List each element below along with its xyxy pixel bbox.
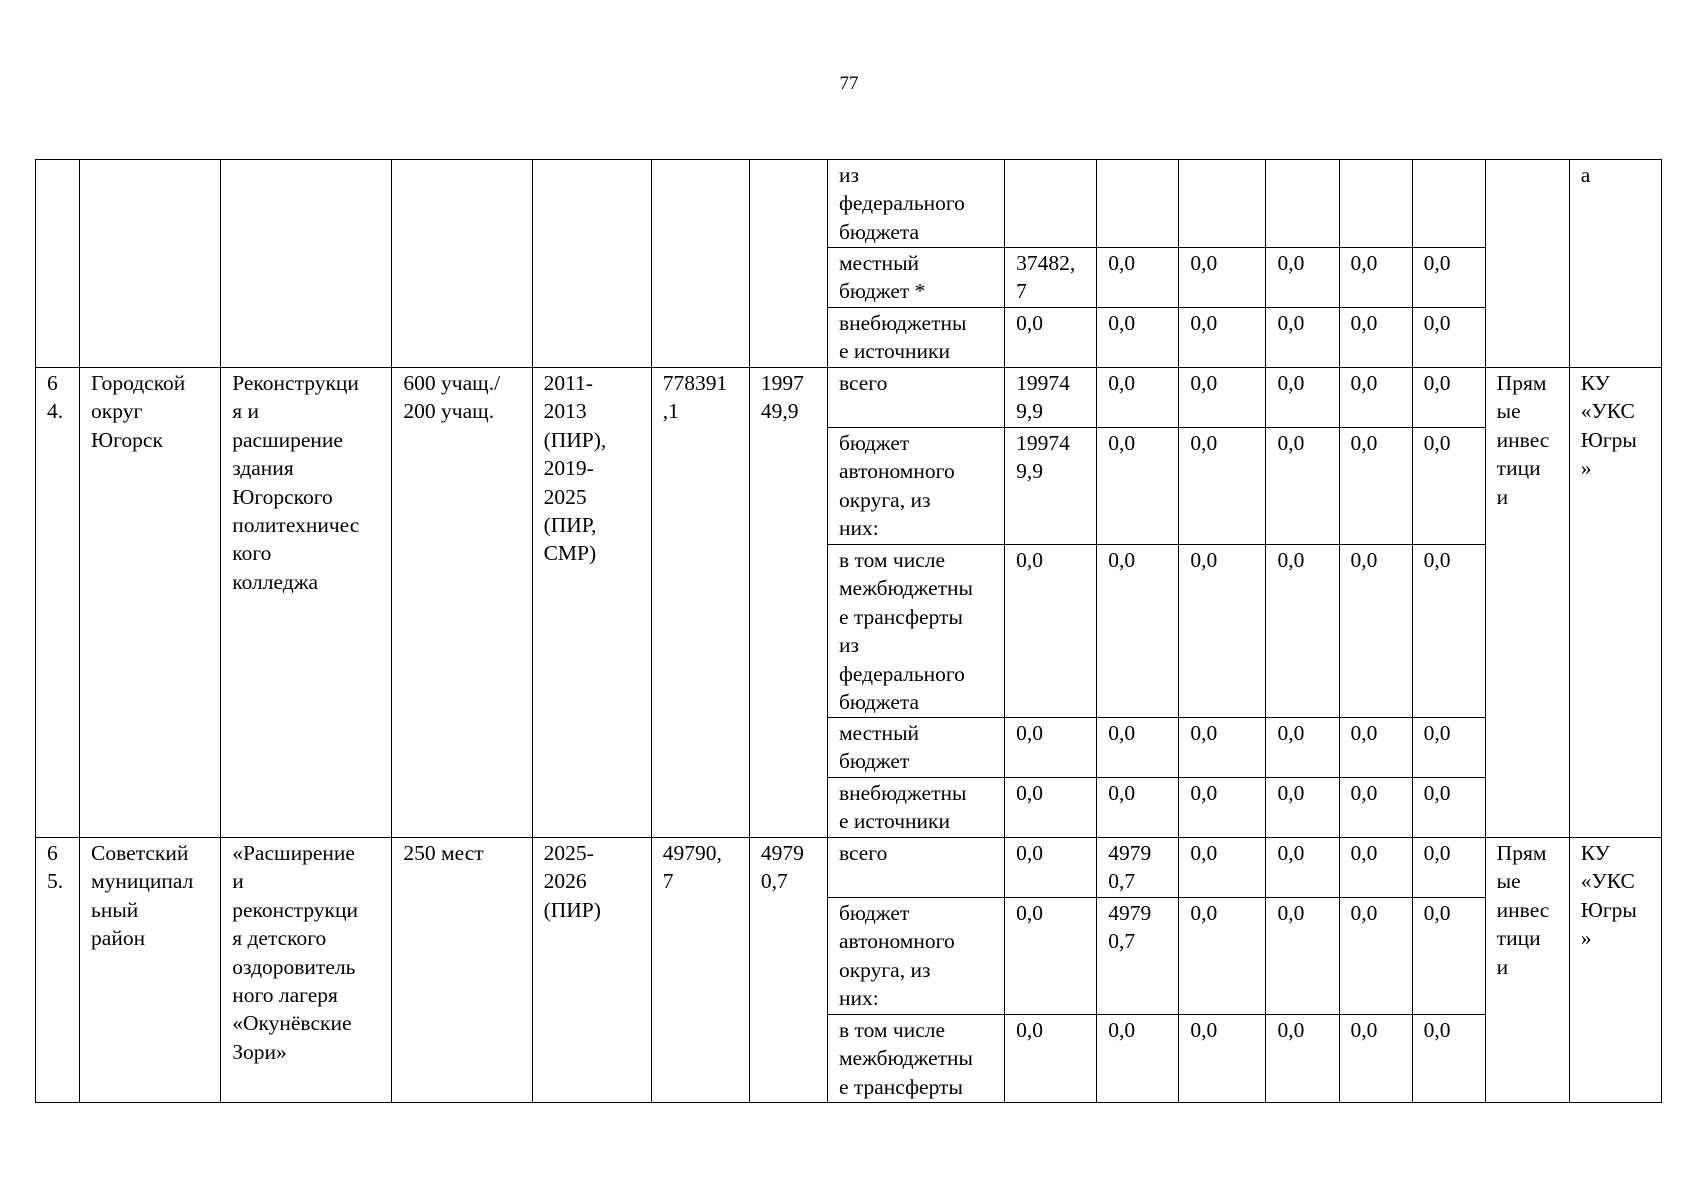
total-cost-cell: [651, 838, 749, 1103]
cell-line: 6: [47, 841, 58, 865]
total-cost-cell: [651, 368, 749, 838]
cell-line: Прям: [1496, 841, 1547, 865]
cell-line: 0,0: [1423, 781, 1451, 805]
cell-line: местный: [838, 251, 920, 275]
value-cell: [1005, 248, 1097, 308]
cell-line: 0,0: [1350, 371, 1378, 395]
cell-line: 0,0: [1190, 548, 1218, 572]
cell-line: федерального: [838, 191, 965, 216]
value-cell: [1339, 898, 1412, 1015]
value-cell: [1339, 545, 1412, 718]
cont-num: [36, 160, 80, 368]
cell-line: ьный: [91, 897, 139, 922]
cell-line: 4979: [760, 841, 804, 865]
value-cell: [1412, 545, 1485, 718]
cell-line: 2011-: [543, 371, 593, 395]
cell-line: 0,0: [1277, 548, 1305, 572]
cell-line: расширение: [232, 427, 343, 452]
value-cell: [1266, 778, 1339, 838]
cell-line: 2013: [543, 399, 587, 424]
cell-line: я и: [232, 399, 259, 424]
cell-line: 0,0: [1277, 311, 1305, 335]
cell-line: 5.: [47, 869, 64, 894]
cell-line: 0,0: [1423, 841, 1451, 865]
cell-line: 0,7: [760, 869, 788, 894]
value-cell: [1266, 545, 1339, 718]
cell-line: ые: [1496, 399, 1521, 424]
cell-line: тици: [1496, 456, 1541, 481]
cell-line: 7: [1016, 279, 1027, 304]
cell-line: 0,0: [1190, 781, 1218, 805]
value-cell: [1097, 838, 1179, 898]
cell-line: и: [1496, 954, 1509, 979]
cell-line: инвес: [1496, 897, 1550, 922]
cell-line: Югры: [1580, 897, 1637, 922]
cell-line: муниципал: [91, 869, 194, 894]
capacity-cell: [392, 368, 532, 838]
cont-mechanism: [1485, 160, 1569, 368]
value-cell: [1005, 778, 1097, 838]
capacity-cell: [392, 838, 532, 1103]
cell-line: 0,0: [1423, 901, 1451, 925]
recipient-cell: [1569, 368, 1661, 838]
value-cell: [1097, 718, 1179, 778]
value-cell: [1179, 1015, 1266, 1103]
cell-line: 0,0: [1108, 311, 1136, 335]
cell-line: Югорск: [91, 427, 163, 452]
cell-line: 0,0: [1423, 251, 1451, 275]
cell-line: 4979: [1108, 901, 1152, 925]
cell-line: в том числе: [838, 548, 946, 572]
remaining-cost-cell: [749, 368, 827, 838]
value-cell: [1339, 368, 1412, 428]
cell-line: Реконструкци: [232, 371, 359, 395]
cell-line: 0,0: [1108, 251, 1136, 275]
cell-line: 9,9: [1016, 459, 1044, 484]
table-row: [36, 368, 1662, 428]
cell-line: 0,0: [1277, 781, 1305, 805]
cell-line: 0,7: [1108, 869, 1136, 894]
cell-line: 0,0: [1277, 251, 1305, 275]
mechanism-cell: [1485, 838, 1569, 1103]
funding-source-cell: [827, 248, 1004, 308]
cell-line: «УКС: [1580, 399, 1635, 424]
cell-line: 250 мест: [403, 841, 484, 865]
value-cell: [1339, 308, 1412, 368]
value-cell: [1412, 160, 1485, 248]
funding-source-cell: [827, 718, 1004, 778]
table-row: [36, 160, 1662, 248]
cont-remaining: [749, 160, 827, 368]
value-cell: [1339, 778, 1412, 838]
funding-source-cell: [827, 1015, 1004, 1103]
cell-line: 0,0: [1190, 721, 1218, 745]
value-cell: [1266, 308, 1339, 368]
funding-source-cell: [827, 428, 1004, 545]
cell-line: внебюджетны: [838, 781, 967, 805]
period-cell: [532, 838, 651, 1103]
funding-source-cell: [827, 898, 1004, 1015]
cell-line: бюджет: [838, 901, 910, 925]
cell-line: 2026: [543, 869, 587, 894]
cell-line: 19974: [1016, 371, 1070, 395]
cell-line: 778391: [662, 371, 728, 395]
municipality-cell: [80, 368, 221, 838]
value-cell: [1097, 1015, 1179, 1103]
value-cell: [1179, 308, 1266, 368]
project-name-cell: [221, 838, 392, 1103]
cell-line: Советский: [91, 841, 189, 865]
value-cell: [1412, 838, 1485, 898]
cell-line: 4.: [47, 399, 64, 424]
cell-line: »: [1580, 926, 1592, 951]
cell-line: Прям: [1496, 371, 1547, 395]
cell-line: 0,0: [1108, 431, 1136, 455]
funding-source-cell: [827, 160, 1004, 248]
cell-line: из: [838, 633, 859, 658]
cell-line: е трансферты: [838, 604, 963, 629]
cell-line: 0,0: [1108, 721, 1136, 745]
cell-line: всего: [838, 841, 888, 865]
cell-line: е источники: [838, 339, 950, 364]
cell-line: 0,0: [1016, 1018, 1044, 1042]
cell-line: Югорского: [232, 484, 333, 509]
cell-line: из: [838, 163, 859, 187]
cell-line: 0,0: [1277, 901, 1305, 925]
mechanism-cell: [1485, 368, 1569, 838]
value-cell: [1179, 545, 1266, 718]
table-row: [36, 838, 1662, 898]
investment-table: [35, 159, 1662, 1103]
cell-line: (ПИР,: [543, 513, 597, 538]
value-cell: [1005, 718, 1097, 778]
cell-line: бюджета: [838, 219, 920, 244]
cont-municipality: [80, 160, 221, 368]
cell-line: автономного: [838, 929, 955, 954]
cell-line: в том числе: [838, 1018, 946, 1042]
value-cell: [1266, 1015, 1339, 1103]
funding-source-cell: [827, 368, 1004, 428]
cell-line: межбюджетны: [838, 1046, 973, 1071]
value-cell: [1412, 778, 1485, 838]
table-body: [36, 160, 1662, 1103]
cell-line: 0,0: [1277, 841, 1305, 865]
cell-line: 0,0: [1350, 781, 1378, 805]
value-cell: [1097, 248, 1179, 308]
recipient-cell: [1569, 838, 1661, 1103]
value-cell: [1339, 428, 1412, 545]
value-cell: [1412, 368, 1485, 428]
cell-line: 0,0: [1277, 431, 1305, 455]
cell-line: 0,0: [1350, 841, 1378, 865]
value-cell: [1179, 248, 1266, 308]
cont-capacity: [392, 160, 532, 368]
cell-line: «Окунёвские: [232, 1011, 352, 1036]
value-cell: [1266, 428, 1339, 545]
value-cell: [1179, 428, 1266, 545]
cell-line: ,1: [662, 399, 679, 424]
cell-line: оздоровитель: [232, 954, 356, 979]
funding-source-cell: [827, 838, 1004, 898]
cell-line: них:: [838, 516, 879, 541]
cell-line: 0,0: [1277, 371, 1305, 395]
cell-line: 9,9: [1016, 399, 1044, 424]
cell-line: 0,0: [1016, 311, 1044, 335]
value-cell: [1412, 898, 1485, 1015]
page-number: 77: [839, 73, 859, 94]
cell-line: 0,0: [1350, 311, 1378, 335]
cell-line: округ: [91, 399, 143, 424]
cell-line: бюджет *: [838, 279, 926, 304]
cell-line: бюджет: [838, 431, 910, 455]
value-cell: [1179, 778, 1266, 838]
cell-line: федерального: [838, 661, 965, 686]
cell-line: них:: [838, 986, 879, 1011]
value-cell: [1097, 308, 1179, 368]
cell-line: 0,0: [1108, 1018, 1136, 1042]
cell-line: я детского: [232, 926, 327, 951]
cell-line: бюджета: [838, 690, 920, 715]
cell-line: колледжа: [232, 569, 319, 594]
value-cell: [1412, 248, 1485, 308]
cell-line: 600 учащ./: [403, 371, 501, 395]
cell-line: ного лагеря: [232, 983, 338, 1008]
value-cell: [1339, 248, 1412, 308]
municipality-cell: [80, 838, 221, 1103]
cell-line: тици: [1496, 926, 1541, 951]
value-cell: [1097, 545, 1179, 718]
cell-line: и: [1496, 484, 1509, 509]
cell-line: 0,0: [1423, 548, 1451, 572]
value-cell: [1179, 368, 1266, 428]
cont-recipient: [1569, 160, 1661, 368]
value-cell: [1005, 368, 1097, 428]
cell-line: 200 учащ.: [403, 399, 495, 424]
cell-line: 2019-: [543, 456, 594, 481]
cell-line: реконструкци: [232, 897, 358, 922]
value-cell: [1339, 1015, 1412, 1103]
value-cell: [1266, 160, 1339, 248]
value-cell: [1097, 898, 1179, 1015]
cell-line: и: [232, 869, 244, 894]
cell-line: 0,0: [1190, 431, 1218, 455]
cell-line: 19974: [1016, 431, 1070, 455]
cont-period: [532, 160, 651, 368]
cell-line: внебюджетны: [838, 311, 967, 335]
cell-line: а: [1580, 163, 1591, 187]
cell-line: 0,0: [1016, 721, 1044, 745]
cell-line: 37482,: [1016, 251, 1076, 275]
cell-line: 0,0: [1350, 901, 1378, 925]
value-cell: [1339, 718, 1412, 778]
cell-line: Зори»: [232, 1039, 287, 1064]
cell-line: 0,0: [1277, 1018, 1305, 1042]
value-cell: [1097, 368, 1179, 428]
cell-line: 0,7: [1108, 929, 1136, 954]
cell-line: кого: [232, 541, 272, 566]
value-cell: [1179, 718, 1266, 778]
cont-name: [221, 160, 392, 368]
cell-line: 2025: [543, 484, 587, 509]
cell-line: е трансферты: [838, 1074, 963, 1099]
value-cell: [1005, 545, 1097, 718]
cell-line: 0,0: [1350, 251, 1378, 275]
value-cell: [1179, 160, 1266, 248]
cell-line: автономного: [838, 459, 955, 484]
cell-line: «УКС: [1580, 869, 1635, 894]
cell-line: 0,0: [1190, 901, 1218, 925]
value-cell: [1412, 718, 1485, 778]
cell-line: 2025-: [543, 841, 594, 865]
cell-line: 0,0: [1108, 781, 1136, 805]
project-number: [36, 368, 80, 838]
value-cell: [1005, 428, 1097, 545]
cell-line: «Расширение: [232, 841, 355, 865]
cell-line: 6: [47, 371, 58, 395]
cell-line: бюджет: [838, 749, 910, 774]
cell-line: политехничес: [232, 513, 360, 538]
cell-line: 0,0: [1108, 548, 1136, 572]
value-cell: [1412, 428, 1485, 545]
cont-total-cost: [651, 160, 749, 368]
value-cell: [1097, 778, 1179, 838]
value-cell: [1266, 718, 1339, 778]
cell-line: местный: [838, 721, 920, 745]
value-cell: [1005, 838, 1097, 898]
cell-line: Городской: [91, 371, 186, 395]
cell-line: 0,0: [1190, 841, 1218, 865]
project-number: [36, 838, 80, 1103]
cell-line: ые: [1496, 869, 1521, 894]
cell-line: 0,0: [1350, 1018, 1378, 1042]
cell-line: здания: [232, 456, 294, 481]
cell-line: 0,0: [1423, 431, 1451, 455]
period-cell: [532, 368, 651, 838]
cell-line: 0,0: [1016, 841, 1044, 865]
value-cell: [1097, 428, 1179, 545]
value-cell: [1266, 368, 1339, 428]
cell-line: Югры: [1580, 427, 1637, 452]
cell-line: е источники: [838, 809, 950, 834]
cell-line: СМР): [543, 541, 597, 566]
value-cell: [1179, 838, 1266, 898]
cell-line: округа, из: [838, 487, 931, 512]
value-cell: [1412, 1015, 1485, 1103]
cell-line: КУ: [1580, 371, 1610, 395]
cell-line: 0,0: [1350, 431, 1378, 455]
cell-line: 0,0: [1423, 721, 1451, 745]
cell-line: 0,0: [1016, 781, 1044, 805]
cell-line: 49,9: [760, 399, 799, 424]
funding-source-cell: [827, 545, 1004, 718]
value-cell: [1097, 160, 1179, 248]
cell-line: 0,0: [1423, 311, 1451, 335]
cell-line: 0,0: [1350, 548, 1378, 572]
cell-line: 0,0: [1277, 721, 1305, 745]
value-cell: [1339, 838, 1412, 898]
cell-line: 0,0: [1190, 371, 1218, 395]
project-name-cell: [221, 368, 392, 838]
cell-line: »: [1580, 456, 1592, 481]
cell-line: 0,0: [1190, 311, 1218, 335]
value-cell: [1179, 898, 1266, 1015]
cell-line: 0,0: [1016, 548, 1044, 572]
cell-line: 0,0: [1190, 251, 1218, 275]
value-cell: [1005, 898, 1097, 1015]
cell-line: 0,0: [1350, 721, 1378, 745]
funding-source-cell: [827, 308, 1004, 368]
value-cell: [1266, 838, 1339, 898]
cell-line: 0,0: [1190, 1018, 1218, 1042]
value-cell: [1266, 898, 1339, 1015]
cell-line: КУ: [1580, 841, 1610, 865]
cell-line: 0,0: [1108, 371, 1136, 395]
cell-line: (ПИР),: [543, 427, 607, 452]
cell-line: 7: [662, 869, 674, 894]
cell-line: округа, из: [838, 957, 931, 982]
cell-line: (ПИР): [543, 897, 601, 922]
cell-line: 4979: [1108, 841, 1152, 865]
cell-line: инвес: [1496, 427, 1550, 452]
cell-line: межбюджетны: [838, 576, 973, 601]
value-cell: [1339, 160, 1412, 248]
cell-line: 0,0: [1016, 901, 1044, 925]
cell-line: 0,0: [1423, 1018, 1451, 1042]
funding-source-cell: [827, 778, 1004, 838]
remaining-cost-cell: [749, 838, 827, 1103]
value-cell: [1266, 248, 1339, 308]
cell-line: 0,0: [1423, 371, 1451, 395]
cell-line: район: [91, 926, 146, 951]
value-cell: [1412, 308, 1485, 368]
cell-line: всего: [838, 371, 888, 395]
value-cell: [1005, 308, 1097, 368]
cell-line: 49790,: [662, 841, 722, 865]
value-cell: [1005, 160, 1097, 248]
cell-line: 1997: [760, 371, 804, 395]
value-cell: [1005, 1015, 1097, 1103]
